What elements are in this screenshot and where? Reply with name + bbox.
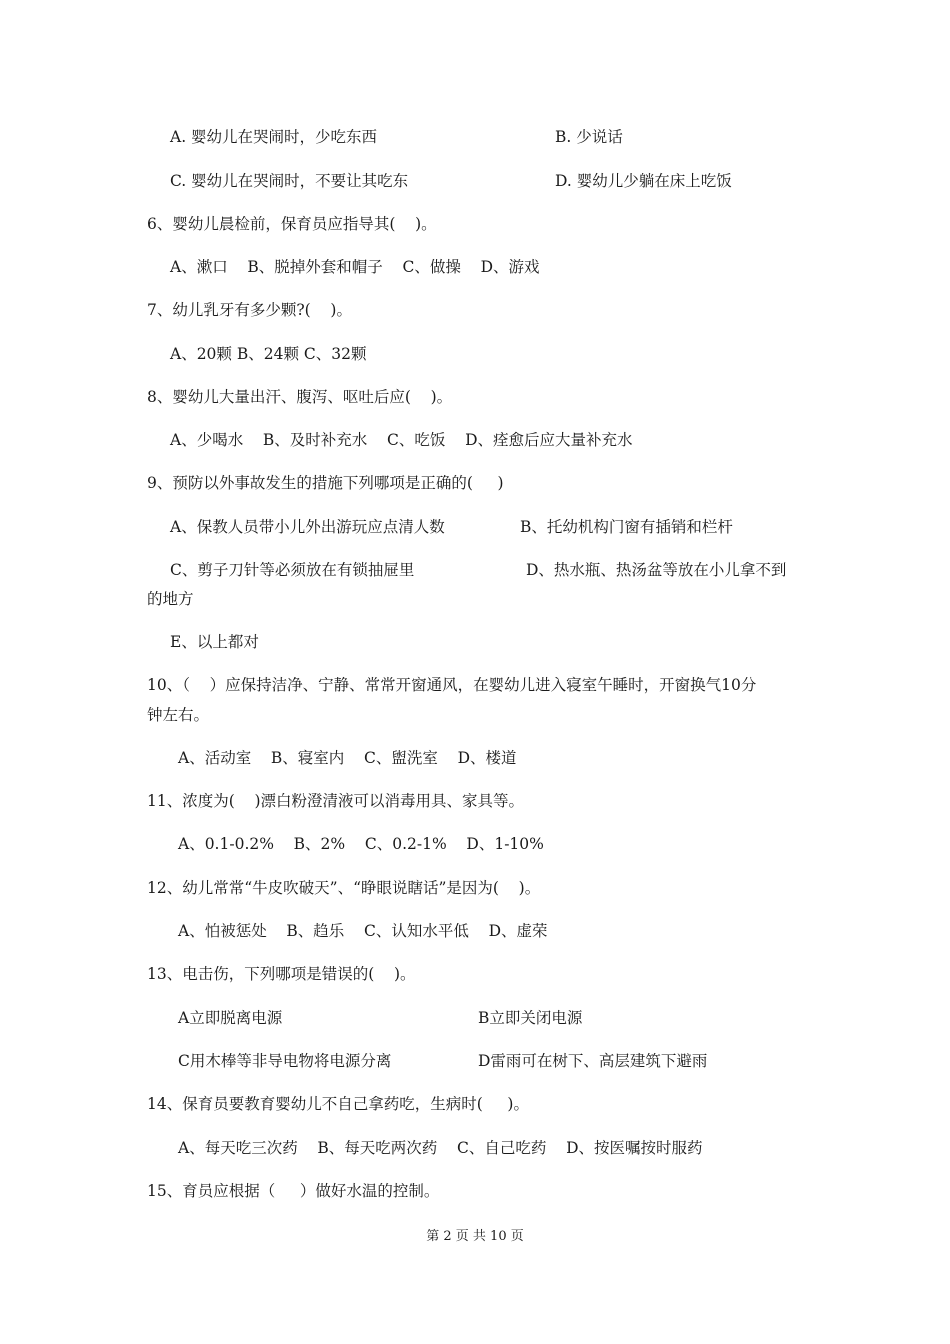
q6-stem: 6、婴幼儿晨检前，保育员应指导其( )。	[147, 215, 437, 233]
q9-option-b: B、托幼机构门窗有插销和栏杆	[520, 518, 733, 536]
q9-option-a: A、保教人员带小儿外出游玩应点清人数	[170, 518, 445, 536]
q13-option-c: C用木棒等非导电物将电源分离	[178, 1052, 392, 1070]
q9-option-d: D、热水瓶、热汤盆等放在小儿拿不到	[526, 561, 787, 579]
q13-option-d: D雷雨可在树下、高层建筑下避雨	[478, 1052, 708, 1070]
q11-options: A、0.1-0.2% B、2% C、0.2-1% D、1-10%	[178, 835, 544, 853]
q13-stem: 13、电击伤，下列哪项是错误的( )。	[147, 965, 416, 983]
q14-options: A、每天吃三次药 B、每天吃两次药 C、自己吃药 D、按医嘱按时服药	[178, 1139, 703, 1157]
q11-stem: 11、浓度为( )漂白粉澄清液可以消毒用具、家具等。	[147, 792, 525, 810]
q12-stem: 12、幼儿常常“牛皮吹破天”、“睁眼说瞎话”是因为( )。	[147, 879, 541, 897]
q9-option-e: E、以上都对	[170, 633, 259, 651]
q10-stem: 10、（ ）应保持洁净、宁静、常常开窗通风，在婴幼儿进入寝室午睡时，开窗换气10分	[147, 676, 757, 694]
q7-stem: 7、幼儿乳牙有多少颗?( )。	[147, 301, 352, 319]
q8-stem: 8、婴幼儿大量出汗、腹泻、呕吐后应( )。	[147, 388, 453, 406]
q13-option-b: B立即关闭电源	[478, 1009, 583, 1027]
q6-options: A、漱口 B、脱掉外套和帽子 C、做操 D、游戏	[170, 258, 540, 276]
q5-option-d: D. 婴幼儿少躺在床上吃饭	[555, 172, 732, 190]
q9-option-c: C、剪子刀针等必须放在有锁抽屉里	[170, 561, 415, 579]
q5-option-c: C. 婴幼儿在哭闹时，不要让其吃东	[170, 172, 409, 190]
q7-options: A、20颗 B、24颗 C、32颗	[170, 345, 367, 363]
q12-options: A、怕被惩处 B、趋乐 C、认知水平低 D、虚荣	[178, 922, 548, 940]
q5-option-a: A. 婴幼儿在哭闹时，少吃东西	[170, 128, 378, 146]
q13-option-a: A立即脱离电源	[178, 1009, 283, 1027]
q5-option-b: B. 少说话	[555, 128, 623, 146]
q10-stem-continued: 钟左右。	[147, 706, 210, 724]
page-footer: 第 2 页 共 10 页	[426, 1229, 524, 1244]
q10-options: A、活动室 B、寝室内 C、盥洗室 D、楼道	[178, 749, 517, 767]
q9-stem: 9、预防以外事故发生的措施下列哪项是正确的( )	[147, 474, 504, 492]
q15-stem: 15、育员应根据（ ）做好水温的控制。	[147, 1182, 440, 1200]
q14-stem: 14、保育员要教育婴幼儿不自己拿药吃，生病时( )。	[147, 1095, 529, 1113]
q8-options: A、少喝水 B、及时补充水 C、吃饭 D、痊愈后应大量补充水	[170, 431, 633, 449]
q9-option-d-continued: 的地方	[147, 590, 194, 608]
